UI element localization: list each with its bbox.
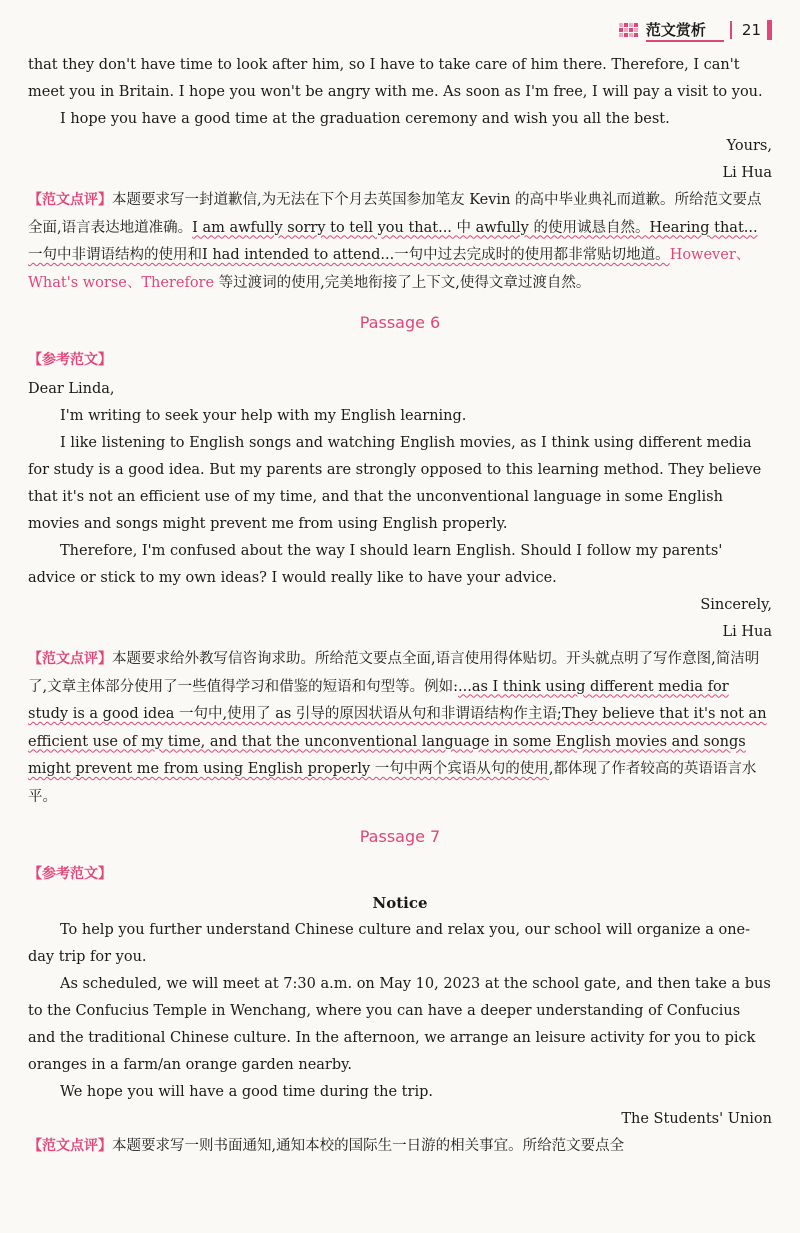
page-number: 21 bbox=[730, 21, 761, 39]
sample-essay-label: 【参考范文】 bbox=[28, 352, 112, 368]
commentary-tag: 【范文点评】 bbox=[28, 1138, 112, 1154]
header-section-title: 范文赏析 bbox=[646, 19, 724, 42]
page-content bbox=[28, 52, 772, 1161]
letter-closing: Sincerely, bbox=[700, 597, 772, 613]
header-logo-icon bbox=[619, 23, 638, 37]
letter-paragraph: I'm writing to seek your help with my English learning. bbox=[60, 408, 467, 424]
commentary-tag: 【范文点评】 bbox=[28, 192, 112, 208]
running-header bbox=[619, 18, 772, 42]
letter-salutation: Dear Linda, bbox=[28, 381, 115, 397]
notice-paragraph: We hope you will have a good time during the trip. bbox=[60, 1084, 433, 1100]
passage-7-title: Passage 7 bbox=[359, 827, 441, 846]
commentary-passage-5 bbox=[28, 187, 772, 297]
commentary-tag: 【范文点评】 bbox=[28, 651, 112, 667]
commentary-text: 本题要求写一封道歉信,为无法在下个月去英国参加笔友 Kevin 的高中毕业典礼而道歉。所给范文要点全面,语言表达地道准确。 bbox=[28, 192, 762, 236]
commentary-highlight: ...as I think using different media for study is a good idea 一句中,使用了 as 引导的原因状语从句和非谓语结构作主语;They believe that it's not an efficient use of my time, and that the unconventional language in some English movies and songs might prevent me from using English properly 一句中两个宾语从句的使用 bbox=[28, 678, 767, 777]
commentary-passage-7 bbox=[28, 1133, 772, 1161]
notice-paragraph: As scheduled, we will meet at 7:30 a.m. on May 10, 2023 at the school gate, and then take a bus to the Confucius Temple in Wenchang, where you can have a deeper understanding of Confucius and the traditional Chinese culture. In the afternoon, we arrange an leisure activity for you to pick oranges in a farm/an orange garden nearby. bbox=[28, 976, 771, 1073]
letter-closing-paragraph: I hope you have a good time at the graduation ceremony and wish you all the best. bbox=[60, 111, 670, 127]
commentary-highlight: I am awfully sorry to tell you that... 中 awfully 的使用诚恳自然。Hearing that...一句中非谓语结构的使用和I had intended to attend...一句中过去完成时的使用都非常贴切地道。 bbox=[28, 219, 758, 263]
commentary-text: ,都体现了作者较高的英语语言水平。 bbox=[28, 761, 757, 805]
notice-heading: Notice bbox=[372, 894, 428, 912]
letter-paragraph: I like listening to English songs and watching English movies, as I think using different media for study is a good idea. But my parents are strongly opposed to this learning method. They believe that it's not an efficient use of my time, and that the unconventional language in some English movies and songs might prevent me from using English properly. bbox=[28, 435, 762, 532]
commentary-text: 本题要求给外教写信咨询求助。所给范文要点全面,语言使用得体贴切。开头就点明了写作意图,简洁明了,文章主体部分使用了一些值得学习和借鉴的短语和句型等。例如: bbox=[28, 651, 760, 695]
header-accent-bar bbox=[767, 20, 772, 40]
commentary-text: 本题要求写一则书面通知,通知本校的国际生一日游的相关事宜。所给范文要点全 bbox=[112, 1138, 625, 1154]
notice-paragraph: To help you further understand Chinese culture and relax you, our school will organize a one-day trip for you. bbox=[28, 922, 751, 965]
letter-signature: Li Hua bbox=[722, 624, 772, 640]
commentary-passage-6 bbox=[28, 646, 772, 811]
commentary-text: 等过渡词的使用,完美地衔接了上下文,使得文章过渡自然。 bbox=[214, 274, 591, 291]
sample-essay-label: 【参考范文】 bbox=[28, 866, 112, 882]
passage-6-title: Passage 6 bbox=[359, 313, 441, 332]
notice-signature: The Students' Union bbox=[621, 1111, 772, 1127]
letter-paragraph: Therefore, I'm confused about the way I should learn English. Should I follow my parents' advice or stick to my own ideas? I would really like to have your advice. bbox=[28, 543, 723, 586]
commentary-transition-words: However、What's worse、Therefore bbox=[28, 247, 751, 291]
letter-signature: Li Hua bbox=[722, 165, 772, 181]
letter-continuation-paragraph: that they don't have time to look after him, so I have to take care of him there. Therefore, I can't meet you in Britain. I hope you won't be angry with me. As soon as I'm free, I will pay a visit to you. bbox=[28, 57, 763, 100]
letter-closing: Yours, bbox=[726, 138, 772, 154]
